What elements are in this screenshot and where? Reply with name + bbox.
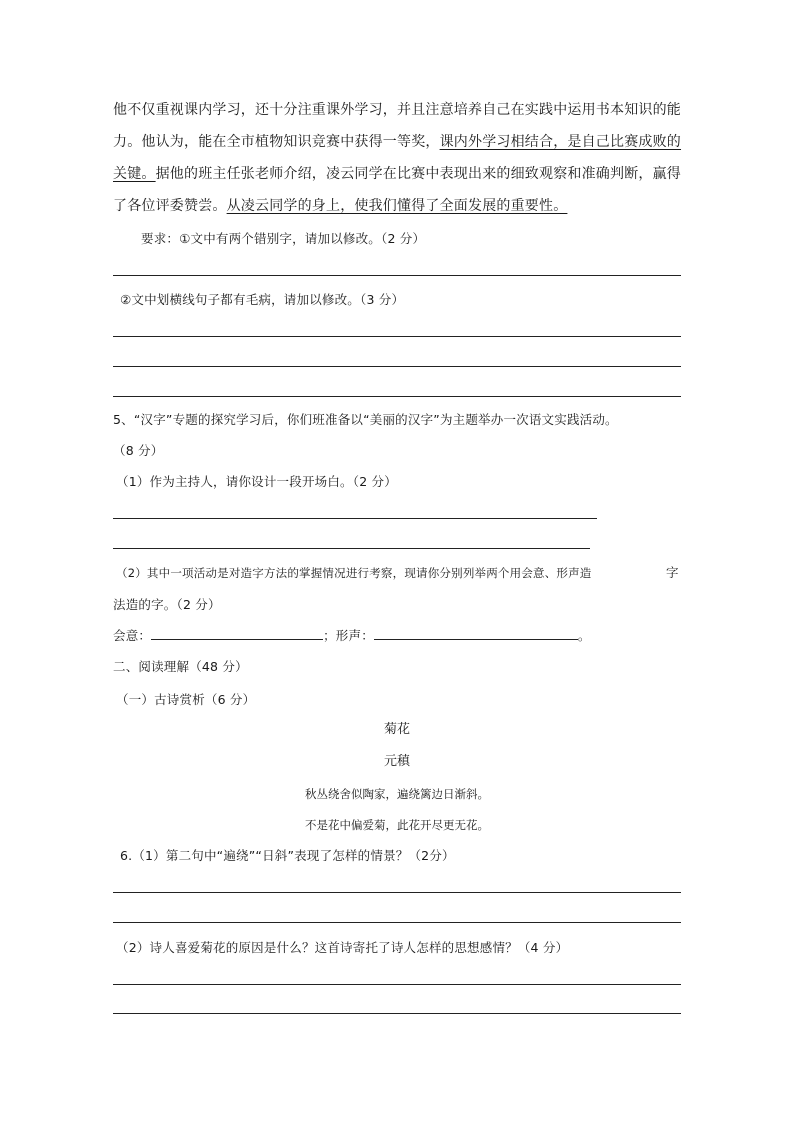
passage-text: 了各位评委赞尝。 xyxy=(113,198,227,214)
answer-line[interactable] xyxy=(113,892,681,893)
xingsheng-label: ；形声： xyxy=(323,628,374,643)
passage-text: 力。他认为，能在全市植物知识竞赛中获得一等奖， xyxy=(113,134,440,150)
q5-sub-2-tail: 字 xyxy=(666,565,679,580)
answer-line[interactable] xyxy=(113,366,681,367)
period: 。 xyxy=(577,628,591,643)
answer-line[interactable] xyxy=(113,275,681,276)
passage-line-2 xyxy=(113,132,681,152)
huiyi-label: 会意： xyxy=(113,628,152,643)
answer-line[interactable] xyxy=(113,922,681,923)
poem-line-1: 秋丛绕舍似陶家，遍绕篱边日渐斜。 xyxy=(305,787,489,801)
poem-author: 元稹 xyxy=(383,754,410,769)
poem-line-2: 不是花中偏爱菊，此花开尽更无花。 xyxy=(305,818,489,832)
section-2-part-1: （一）古诗赏析（6 分） xyxy=(116,692,256,707)
underlined-sentence-1-end: 关键。 xyxy=(113,166,156,182)
passage-text: 据他的班主任张老师介绍，凌云同学在比赛中表现出来的细致观察和准确判断，赢得 xyxy=(155,166,682,182)
answer-line[interactable] xyxy=(113,984,681,985)
q5-stem-line-1: 5、“汉字”专题的探究学习后，你们班准备以“美丽的汉字”为主题举办一次语文实践活动。 xyxy=(113,412,618,427)
q6-sub-1: 6.（1）第二句中“遍绕”“日斜”表现了怎样的情景？（2分） xyxy=(120,848,455,863)
passage-line-1 xyxy=(113,100,681,120)
underlined-sentence-1: 课内外学习相结合，是自己比赛成败的 xyxy=(439,134,682,150)
answer-line[interactable] xyxy=(113,1013,681,1014)
passage-text: 他不仅重视课内学习，还十分注重课外学习，并且注意培养自己在实践中运用书本知识的能 xyxy=(113,102,681,118)
answer-line[interactable] xyxy=(113,518,597,519)
q5-sub-2-text: （2）其中一项活动是对造字方法的掌握情况进行考察，现请你分别列举两个用会意、形声造 xyxy=(116,566,592,580)
answer-line[interactable] xyxy=(113,548,590,549)
answer-line[interactable] xyxy=(113,396,681,397)
q5-sub-1: （1）作为主持人，请你设计一段开场白。（2 分） xyxy=(116,474,397,489)
huiyi-blank[interactable] xyxy=(151,625,323,640)
poem-title: 菊花 xyxy=(383,722,410,737)
q4-requirement-1: 要求：①文中有两个错别字，请加以修改。（2 分） xyxy=(141,231,426,246)
q5-fill-row xyxy=(113,625,591,646)
passage-line-4 xyxy=(113,196,567,216)
q5-sub-2-line-1 xyxy=(116,563,592,583)
underlined-sentence-2: 从凌云同学的身上，使我们懂得了全面发展的重要性。 xyxy=(226,198,568,214)
answer-line[interactable] xyxy=(113,336,681,337)
xingsheng-blank[interactable] xyxy=(374,625,578,640)
q5-sub-2-line-2: 法造的字。（2 分） xyxy=(113,597,221,612)
section-2-title: 二、阅读理解（48 分） xyxy=(113,659,248,674)
passage-line-3 xyxy=(113,164,681,184)
q4-requirement-2: ②文中划横线句子都有毛病，请加以修改。（3 分） xyxy=(120,292,405,307)
q5-stem-line-2: （8 分） xyxy=(113,443,164,458)
q6-sub-2: （2）诗人喜爱菊花的原因是什么？这首诗寄托了诗人怎样的思想感情？（4 分） xyxy=(116,940,569,955)
